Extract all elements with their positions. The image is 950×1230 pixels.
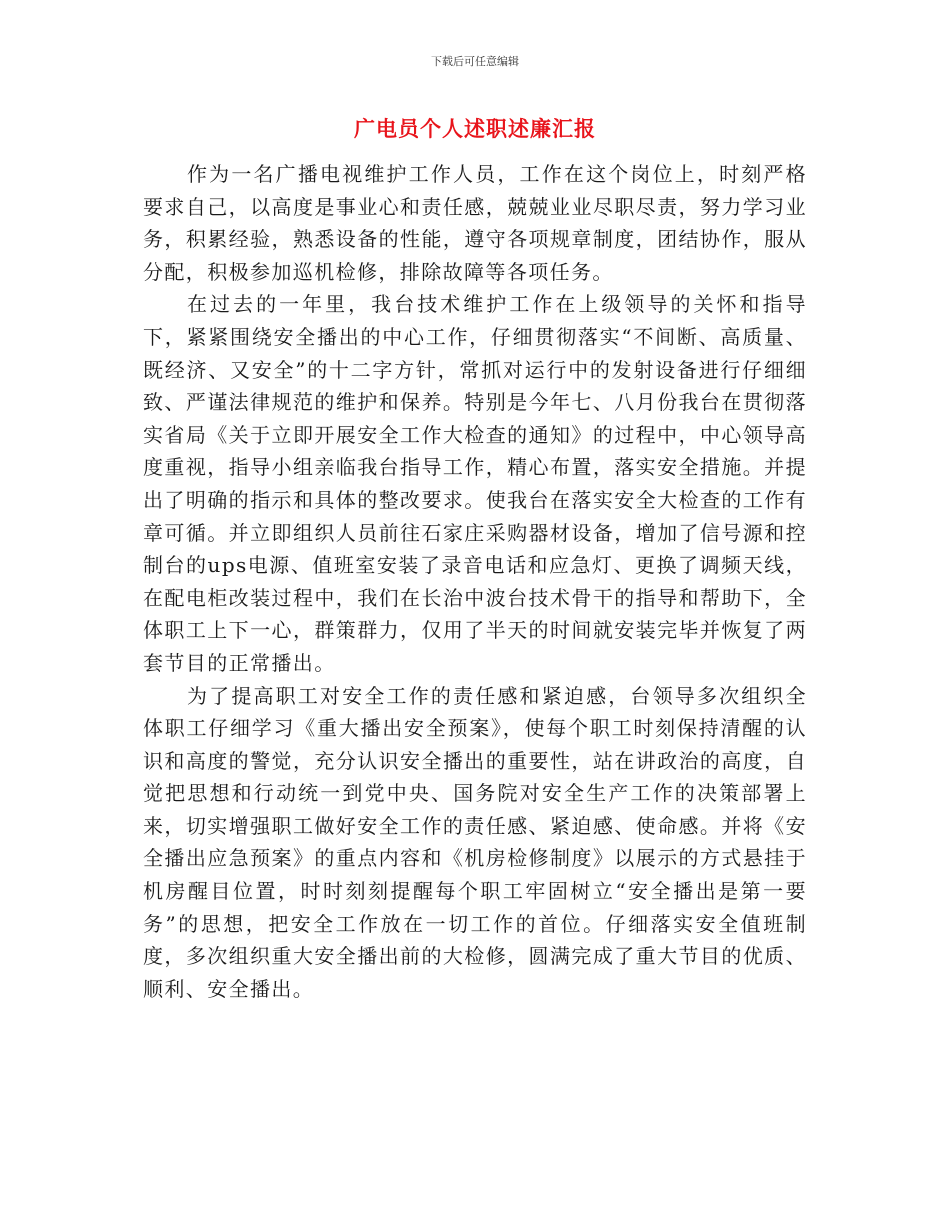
paragraph: 为了提高职工对安全工作的责任感和紧迫感，台领导多次组织全体职工仔细学习《重大播出安全预案》，使每个职工时刻保持清醒的认识和高度的警觉，充分认识安全播出的重要性，站在讲政治的高度，自觉把思想和行动统一到党中央、国务院对安全生产工作的决策部署上来，切实增强职工做好安全工作的责任感、紧迫感、使命感。并将《安全播出应急预案》的重点内容和《机房检修制度》以展示的方式悬挂于机房醒目位置，时时刻刻提醒每个职工牢固树立“安全播出是第一要务”的思想，把安全工作放在一切工作的首位。仔细落实安全值班制度，多次组织重大安全播出前的大检修，圆满完成了重大节目的优质、顺利、安全播出。 — [143, 683, 807, 1001]
header-note: 下载后可任意编辑 — [431, 55, 519, 68]
paragraph: 在过去的一年里，我台技术维护工作在上级领导的关怀和指导下，紧紧围绕安全播出的中心工作，仔细贯彻落实“不间断、高质量、既经济、又安全”的十二字方针，常抓对运行中的发射设备进行仔细细致、严谨法律规范的维护和保养。特别是今年七、八月份我台在贯彻落实省局《关于立即开展安全工作大检查的通知》的过程中，中心领导高度重视，指导小组亲临我台指导工作，精心布置，落实安全措施。并提出了明确的指示和具体的整改要求。使我台在落实安全大检查的工作有章可循。并立即组织人员前往石家庄采购器材设备，增加了信号源和控制台的ups电源、值班室安装了录音电话和应急灯、更换了调频天线，在配电柜改装过程中，我们在长治中波台技术骨干的指导和帮助下，全体职工上下一心，群策群力，仅用了半天的时间就安装完毕并恢复了两套节目的正常播出。 — [143, 292, 807, 675]
paragraph: 作为一名广播电视维护工作人员，工作在这个岗位上，时刻严格要求自己，以高度是事业心和责任感，兢兢业业尽职尽责，努力学习业务，积累经验，熟悉设备的性能，遵守各项规章制度，团结协作，服从分配，积极参加巡机检修，排除故障等各项任务。 — [143, 162, 807, 284]
page-title: 广电员个人述职述廉汇报 — [354, 116, 596, 141]
document-body — [143, 158, 807, 1005]
